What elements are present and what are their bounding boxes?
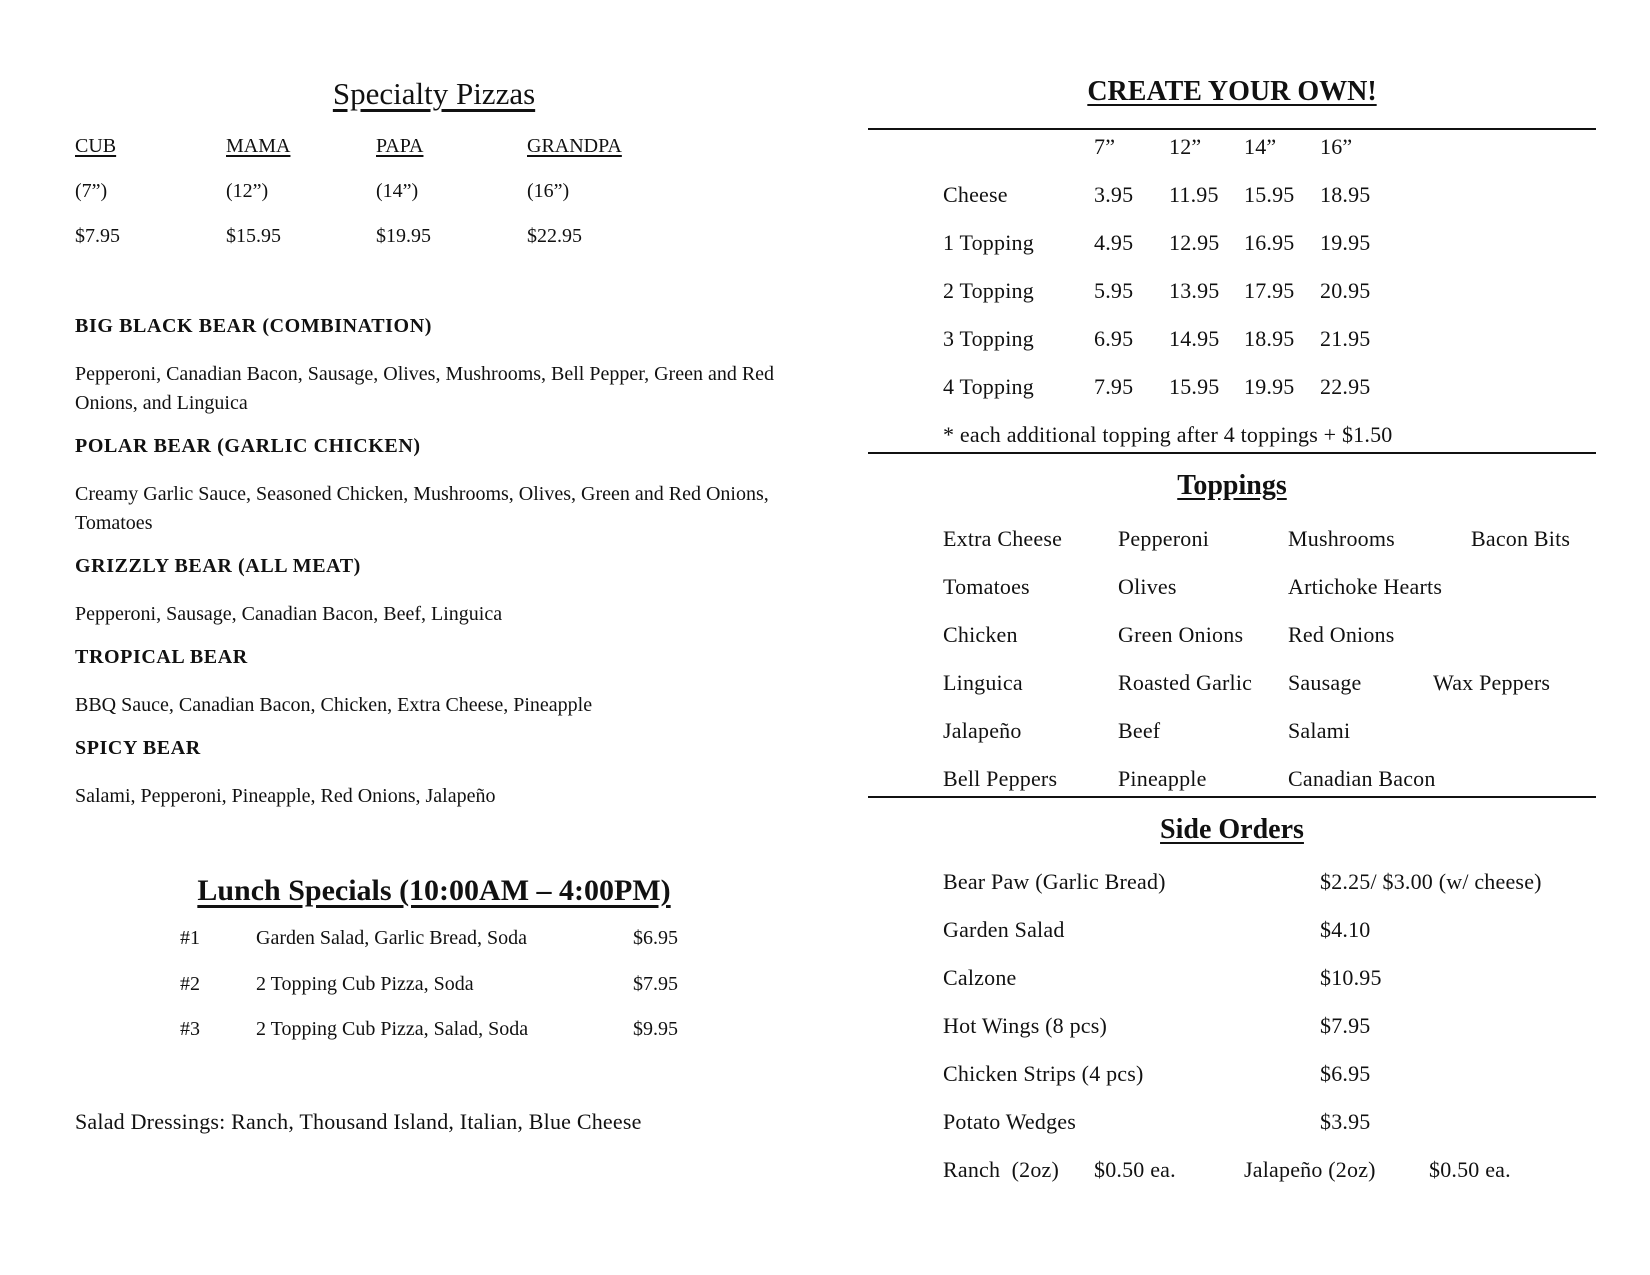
cyo-row-label: Cheese	[943, 182, 1008, 207]
cyo-price: 19.95	[1244, 374, 1295, 399]
side-order-price: $10.95	[1320, 965, 1382, 990]
topping-item: Roasted Garlic	[1118, 670, 1253, 695]
size-price-papa: $19.95	[376, 225, 431, 247]
cyo-row-label: 4 Topping	[943, 374, 1034, 399]
cyo-price: 4.95	[1094, 230, 1134, 255]
cyo-row-label: 3 Topping	[943, 326, 1034, 351]
specialty-pizzas-title: Specialty Pizzas	[332, 76, 536, 111]
cyo-price: 18.95	[1320, 182, 1371, 207]
pizza-name: TROPICAL BEAR	[75, 646, 248, 668]
size-price-mama: $15.95	[226, 225, 281, 247]
sauce-price: $0.50 ea.	[1094, 1157, 1176, 1182]
cyo-price: 14.95	[1169, 326, 1220, 351]
topping-item: Pepperoni	[1118, 526, 1210, 551]
sauce-name: Jalapeño (2oz)	[1244, 1157, 1376, 1182]
topping-item: Mushrooms	[1288, 526, 1395, 551]
sauce-name: Ranch (2oz)	[943, 1157, 1060, 1182]
size-inches-grandpa: (16”)	[527, 180, 570, 202]
topping-item: Canadian Bacon	[1288, 766, 1436, 791]
side-order-price: $4.10	[1320, 917, 1371, 942]
pizza-description: Creamy Garlic Sauce, Seasoned Chicken, Mushrooms, Olives, Green and Red Onions, Tomatoes	[75, 483, 769, 534]
topping-item: Salami	[1288, 718, 1351, 743]
cyo-row-label: 2 Topping	[943, 278, 1034, 303]
pizza-name: BIG BLACK BEAR (COMBINATION)	[75, 315, 433, 337]
topping-item: Linguica	[943, 670, 1023, 695]
cyo-size-header: 14”	[1244, 134, 1277, 159]
topping-item: Pineapple	[1118, 766, 1207, 791]
size-name-grandpa: GRANDPA	[527, 135, 622, 157]
side-order-price: $2.25/ $3.00 (w/ cheese)	[1320, 869, 1542, 894]
additional-topping-note: * each additional topping after 4 toppings + $1.50	[943, 422, 1393, 447]
topping-item: Wax Peppers	[1433, 670, 1551, 695]
cyo-price: 18.95	[1244, 326, 1295, 351]
side-order-name: Potato Wedges	[943, 1109, 1077, 1134]
cyo-price: 11.95	[1169, 182, 1219, 207]
lunch-specials-title: Lunch Specials (10:00AM – 4:00PM)	[197, 874, 671, 907]
pizza-description: Pepperoni, Canadian Bacon, Sausage, Olives, Mushrooms, Bell Pepper, Green and Red Onions, and Linguica	[75, 363, 775, 414]
cyo-price: 15.95	[1244, 182, 1295, 207]
toppings-title: Toppings	[1177, 470, 1287, 501]
side-order-price: $6.95	[1320, 1061, 1371, 1086]
side-order-price: $7.95	[1320, 1013, 1371, 1038]
cyo-price: 15.95	[1169, 374, 1220, 399]
topping-item: Jalapeño	[943, 718, 1022, 743]
divider	[868, 128, 1596, 130]
pizza-name: POLAR BEAR (GARLIC CHICKEN)	[75, 435, 421, 457]
cyo-price: 21.95	[1320, 326, 1371, 351]
size-price-grandpa: $22.95	[527, 225, 582, 247]
cyo-price: 22.95	[1320, 374, 1371, 399]
size-name-mama: MAMA	[226, 135, 291, 157]
pizza-name: GRIZZLY BEAR (ALL MEAT)	[75, 555, 361, 577]
cyo-row-label: 1 Topping	[943, 230, 1034, 255]
size-price-cub: $7.95	[75, 225, 120, 247]
lunch-item-price: $9.95	[633, 1018, 678, 1040]
side-order-name: Calzone	[943, 965, 1017, 990]
cyo-price: 16.95	[1244, 230, 1295, 255]
side-order-name: Hot Wings (8 pcs)	[943, 1013, 1108, 1038]
topping-item: Tomatoes	[943, 574, 1030, 599]
lunch-item-number: #2	[180, 973, 200, 995]
size-inches-mama: (12”)	[226, 180, 269, 202]
lunch-item-number: #3	[180, 1018, 200, 1040]
cyo-price: 6.95	[1094, 326, 1134, 351]
lunch-item-price: $7.95	[633, 973, 678, 995]
cyo-price: 13.95	[1169, 278, 1220, 303]
size-inches-papa: (14”)	[376, 180, 419, 202]
size-name-papa: PAPA	[376, 135, 424, 157]
cyo-price: 7.95	[1094, 374, 1134, 399]
topping-item: Red Onions	[1288, 622, 1395, 647]
lunch-item-price: $6.95	[633, 927, 678, 949]
side-order-name: Bear Paw (Garlic Bread)	[943, 869, 1166, 894]
divider	[868, 796, 1596, 798]
cyo-price: 3.95	[1094, 182, 1134, 207]
cyo-price: 20.95	[1320, 278, 1371, 303]
salad-dressings: Salad Dressings: Ranch, Thousand Island, Italian, Blue Cheese	[75, 1109, 642, 1134]
cyo-size-header: 7”	[1094, 134, 1116, 159]
size-name-cub: CUB	[75, 135, 117, 157]
cyo-price: 17.95	[1244, 278, 1295, 303]
topping-item: Extra Cheese	[943, 526, 1063, 551]
pizza-name: SPICY BEAR	[75, 737, 201, 759]
lunch-item-description: Garden Salad, Garlic Bread, Soda	[256, 927, 528, 949]
cyo-size-header: 16”	[1320, 134, 1353, 159]
topping-item: Sausage	[1288, 670, 1362, 695]
create-your-own-title: CREATE YOUR OWN!	[1087, 76, 1377, 107]
side-order-price: $3.95	[1320, 1109, 1371, 1134]
size-inches-cub: (7”)	[75, 180, 108, 202]
cyo-price: 19.95	[1320, 230, 1371, 255]
topping-item: Bell Peppers	[943, 766, 1058, 791]
topping-item: Green Onions	[1118, 622, 1244, 647]
side-order-name: Chicken Strips (4 pcs)	[943, 1061, 1144, 1086]
lunch-item-number: #1	[180, 927, 200, 949]
topping-item: Olives	[1118, 574, 1177, 599]
pizza-description: Salami, Pepperoni, Pineapple, Red Onions, Jalapeño	[75, 785, 496, 807]
cyo-price: 5.95	[1094, 278, 1134, 303]
lunch-item-description: 2 Topping Cub Pizza, Salad, Soda	[256, 1018, 529, 1040]
topping-item: Chicken	[943, 622, 1018, 647]
divider	[868, 452, 1596, 454]
sauce-price: $0.50 ea.	[1429, 1157, 1511, 1182]
cyo-price: 12.95	[1169, 230, 1220, 255]
cyo-size-header: 12”	[1169, 134, 1202, 159]
side-order-name: Garden Salad	[943, 917, 1065, 942]
lunch-item-description: 2 Topping Cub Pizza, Soda	[256, 973, 474, 995]
topping-item: Bacon Bits	[1471, 526, 1571, 551]
pizza-description: Pepperoni, Sausage, Canadian Bacon, Beef, Linguica	[75, 603, 503, 625]
topping-item: Artichoke Hearts	[1288, 574, 1443, 599]
pizza-description: BBQ Sauce, Canadian Bacon, Chicken, Extra Cheese, Pineapple	[75, 694, 593, 716]
side-orders-title: Side Orders	[1160, 814, 1304, 845]
topping-item: Beef	[1118, 718, 1161, 743]
